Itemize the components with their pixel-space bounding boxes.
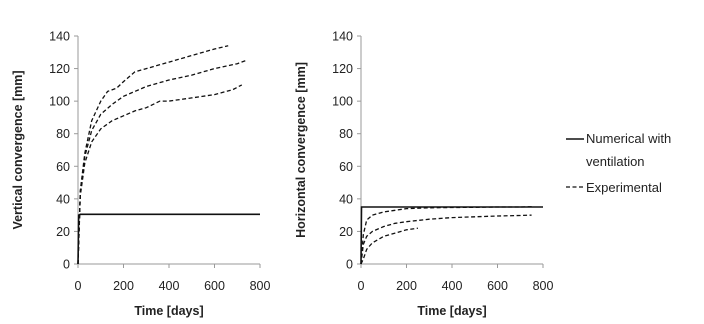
y-tick-label: 100 xyxy=(49,94,70,109)
legend-label-numerical-line1: Numerical with xyxy=(586,131,672,146)
y-tick-label: 40 xyxy=(339,192,353,207)
y-tick-label: 60 xyxy=(339,159,353,174)
y-tick-label: 140 xyxy=(49,29,70,44)
numerical-series-line xyxy=(78,214,260,264)
horizontal-convergence-chart xyxy=(294,30,553,319)
x-tick-label: 400 xyxy=(158,279,180,293)
y-tick-label: 140 xyxy=(332,29,353,44)
y-axis-title: Horizontal convergence [mm] xyxy=(294,62,308,238)
y-tick-label: 120 xyxy=(332,62,353,77)
x-tick-label: 0 xyxy=(357,279,365,293)
legend-item-experimental xyxy=(566,180,662,195)
y-tick-label: 40 xyxy=(56,192,70,207)
legend xyxy=(566,131,671,195)
x-tick-label: 600 xyxy=(204,279,225,293)
x-tick-label: 0 xyxy=(74,279,82,293)
experimental-series-line-3 xyxy=(78,85,242,264)
y-axis-title: Vertical convergence [mm] xyxy=(11,70,25,230)
vertical-convergence-chart xyxy=(11,30,270,319)
y-tick-label: 60 xyxy=(56,159,70,174)
experimental-series-line-1 xyxy=(78,46,228,264)
y-tick-label: 0 xyxy=(63,257,70,272)
y-tick-label: 120 xyxy=(49,62,70,77)
legend-label-numerical-line2: ventilation xyxy=(586,154,645,169)
experimental-series-line-3 xyxy=(361,228,418,264)
y-tick-label: 0 xyxy=(346,257,353,272)
x-tick-label: 600 xyxy=(487,279,508,293)
x-tick-label: 200 xyxy=(113,279,134,293)
x-axis-title: Time [days] xyxy=(417,304,487,318)
x-tick-label: 800 xyxy=(532,279,554,293)
x-tick-label: 800 xyxy=(249,279,271,293)
y-tick-label: 20 xyxy=(56,224,70,239)
y-tick-label: 100 xyxy=(332,94,353,109)
experimental-series-line-2 xyxy=(78,60,246,264)
y-tick-label: 80 xyxy=(339,127,353,142)
experimental-series-line-2 xyxy=(361,215,532,264)
legend-item-numerical xyxy=(566,131,671,169)
legend-label-experimental: Experimental xyxy=(586,180,662,195)
y-tick-label: 80 xyxy=(56,127,70,142)
x-tick-label: 400 xyxy=(441,279,463,293)
x-axis-title: Time [days] xyxy=(134,304,204,318)
x-tick-label: 200 xyxy=(396,279,417,293)
y-tick-label: 20 xyxy=(339,224,353,239)
